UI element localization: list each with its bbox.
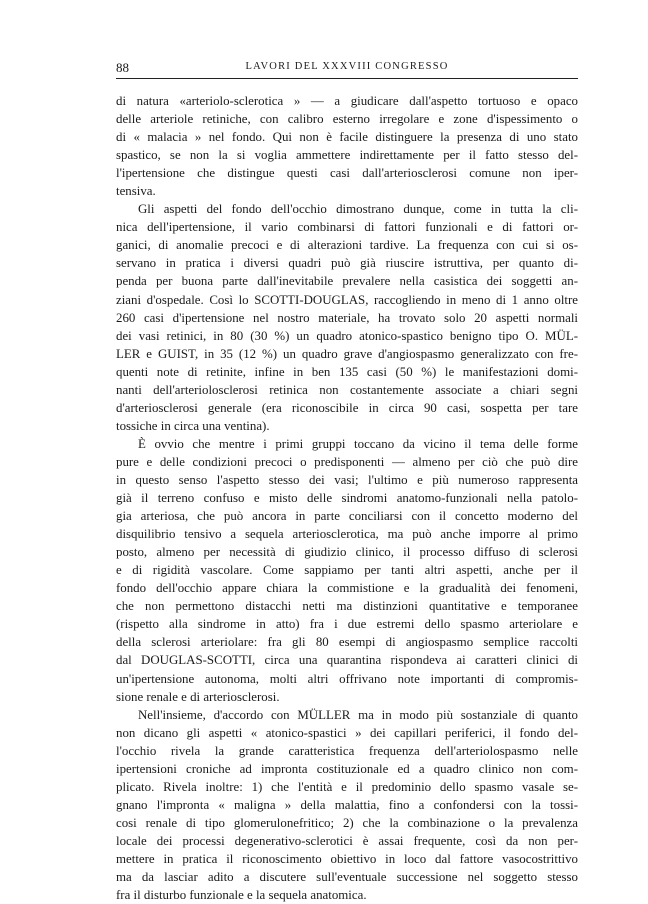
text-line: l'ipertensione che distingue questi casi dall'arteriosclerosi comune non iper-: [116, 166, 578, 181]
text-line: spastico, se non la si voglia ammettere indirettamente per il fatto stesso del-: [116, 148, 578, 163]
text-line: non dicano gli aspetti « atonico-spastici » dei capillari periferici, il fondo del-: [116, 725, 578, 740]
text-line: di « malacia » nel fondo. Qui non è facile distinguere la presenza di uno stato: [116, 130, 578, 145]
text-line: locale dei processi degenerativo-sclerotici è assai frequente, così da non per-: [116, 833, 578, 848]
text-line: dei vasi retinici, in 80 (30 %) un quadro atonico-spastico benigno tipo O. MÜL-: [116, 328, 578, 343]
text-line: l'occhio rivela la grande caratteristica frequenza dell'arteriolospasmo nelle: [116, 743, 578, 758]
text-line: tossiche in circa una ventina).: [116, 418, 270, 433]
text-line: dal DOUGLAS-SCOTTI, circa una quarantina rispondeva ai caratteri clinici di: [116, 653, 578, 668]
text-line: Gli aspetti del fondo dell'occhio dimostrano dunque, come in tutta la cli-: [138, 202, 578, 217]
text-line: già il terreno confuso e misto delle sindromi anatomo-funzionali nella patolo-: [116, 491, 578, 506]
text-line: 260 casi d'ipertensione nel nostro materiale, ha trovato solo 20 aspetti normali: [116, 310, 578, 325]
text-line: tensiva.: [116, 184, 156, 199]
text-line: mettere in pratica il riconoscimento obiettivo in loco dal fattore vasocostrittivo: [116, 851, 578, 866]
text-line: fra il disturbo funzionale e la sequela anatomica.: [116, 888, 367, 903]
text-line: della sclerosi arteriolare: fra gli 80 esempi di angiospasmo semplice raccolti: [116, 635, 578, 650]
text-line: penda per buona parte dall'inevitabile prevalere nella casistica dei soggetti an-: [116, 274, 578, 289]
text-line: quenti note di retinite, infine in ben 135 casi (50 %) le manifestazioni domi-: [116, 364, 578, 379]
text-line: ganici, di anomalie precoci e di alterazioni tardive. La frequenza con cui si os-: [116, 238, 578, 253]
text-line: ma da lasciar adito a discutere sull'eventuale successione nel soggetto stesso: [116, 870, 578, 885]
paragraph: [116, 435, 578, 706]
text-line: gnano l'impronta « maligna » della malattia, fino a confondersi con la tossi-: [116, 797, 578, 812]
text-line: sione renale e di arteriosclerosi.: [116, 689, 280, 704]
text-line: LER e GUIST, in 35 (12 %) un quadro grave d'angiospasmo generalizzato con fre-: [116, 346, 578, 361]
text-line: È ovvio che mentre i primi gruppi toccano da vicino il tema delle forme: [138, 436, 578, 451]
text-line: di natura «arteriolo-sclerotica » — a giudicare dall'aspetto tortuoso e opaco: [116, 94, 578, 108]
text-line: ziani d'ospedale. Così lo SCOTTI-DOUGLAS, raccogliendo in meno di 1 anno oltre: [116, 292, 578, 307]
text-line: in questo senso l'aspetto stesso dei vasi; l'ultimo e più numeroso rappresenta: [116, 472, 578, 487]
text-line: ipertensioni croniche ad impronta costituzionale ed a quadro clinico non com-: [116, 761, 578, 776]
text-line: nica dell'ipertensione, il vario combinarsi di fattori funzionali e di fattori or-: [116, 220, 578, 235]
text-line: plicato. Rivela inoltre: 1) che l'entità e il predominio dello spasmo vasale se-: [116, 779, 578, 794]
paragraph: [116, 706, 578, 904]
text-line: e di rigidità vascolare. Come sappiamo per tanti altri aspetti, anche per il: [116, 563, 578, 578]
text-line: pure e delle condizioni precoci o predisponenti — almeno per ciò che può dire: [116, 454, 578, 469]
body-text: [116, 92, 578, 904]
text-line: disquilibrio tensivo a sequela arteriosclerotica, ma può anche imporre al primo: [116, 527, 578, 542]
text-line: (rispetto alla sindrome in atto) fra i due estremi dello spasmo arteriolare e: [116, 617, 578, 632]
page-number: 88: [116, 60, 129, 75]
text-line: un'ipertensione autonoma, molti altri offrivano note importanti di compromis-: [116, 671, 578, 686]
header-rule: [116, 78, 578, 79]
text-line: Nell'insieme, d'accordo con MÜLLER ma in modo più sostanziale di quanto: [138, 707, 578, 722]
text-line: cosi renale di tipo glomerulonefritico; 2) che la combinazione o la prevalenza: [116, 815, 578, 830]
text-line: nanti dell'arteriolosclerosi retinica non costantemente associate a chiari segni: [116, 382, 578, 397]
paragraph: [116, 200, 578, 435]
paragraph: [116, 92, 578, 200]
text-line: fondo dell'occhio appare chiara la commistione e la gradualità dei fenomeni,: [116, 581, 578, 596]
text-line: che non permettono distacchi netti ma distinzioni quantitative e temporanee: [116, 599, 578, 614]
running-head: LAVORI DEL XXXVIII CONGRESSO: [245, 61, 449, 72]
page-header: [116, 58, 578, 78]
text-line: d'arteriosclerosi generale (era riconoscibile in circa 90 casi, sospetta per tare: [116, 400, 578, 415]
text-line: delle arteriole retiniche, con calibro esterno irregolare e zone d'ispessimento o: [116, 112, 578, 127]
text-line: posto, almeno per necessità di giudizio clinico, il processo diffuso di sclerosi: [116, 545, 578, 560]
text-line: gia arteriosa, che può ancora in parte conciliarsi con il concetto moderno del: [116, 509, 578, 524]
text-line: servano in pratica i diversi quadri può già riuscire istruttiva, per quanto di-: [116, 256, 578, 271]
